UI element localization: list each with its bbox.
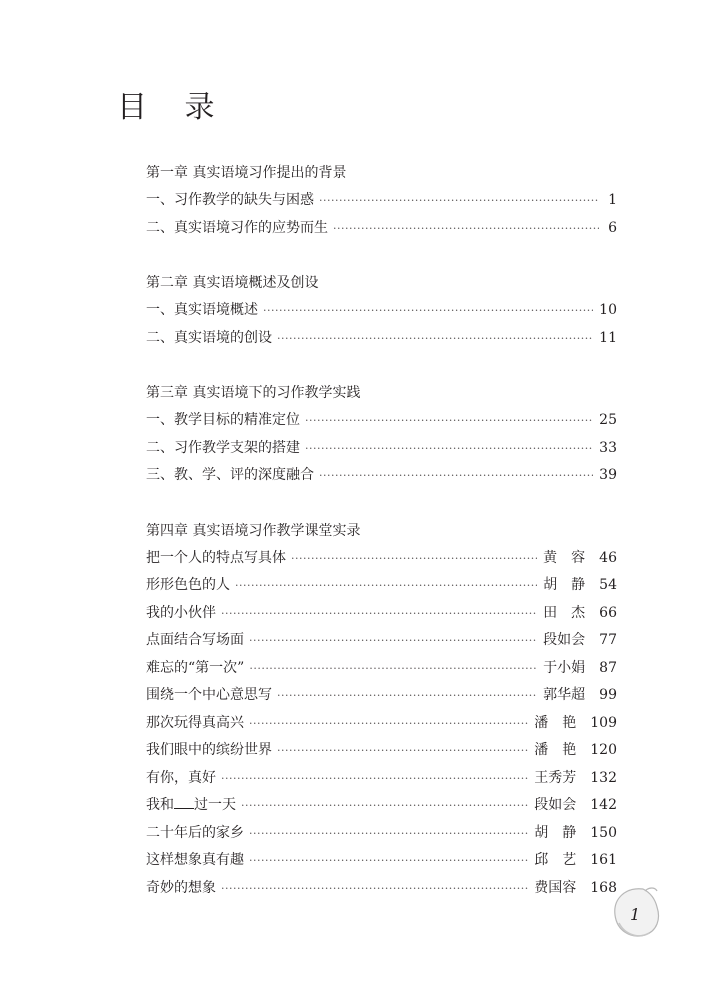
entry-page: 33 xyxy=(599,439,617,456)
entry-label: 一、真实语境概述 xyxy=(146,302,258,318)
dot-leader xyxy=(333,215,599,243)
entry-label-before: 我和 xyxy=(146,797,174,813)
entry-page: 46 xyxy=(599,549,617,566)
toc-entry[interactable] xyxy=(146,820,617,848)
toc-entry[interactable] xyxy=(146,847,617,875)
dot-leader xyxy=(277,682,537,710)
dot-leader xyxy=(263,297,593,325)
entry-page: 99 xyxy=(599,687,617,703)
dot-leader xyxy=(291,545,537,573)
entry-label: 有你，真好 xyxy=(146,769,216,786)
entry-author: 段如会 xyxy=(534,797,577,813)
toc-entry[interactable] xyxy=(146,627,617,655)
dot-leader xyxy=(241,792,528,820)
toc-entry[interactable] xyxy=(146,655,617,683)
entry-page: 66 xyxy=(599,604,617,621)
entry-author: 于小娟 xyxy=(543,659,586,676)
dot-leader xyxy=(249,655,537,683)
chapter-1-heading: 第一章 真实语境习作提出的背景 xyxy=(146,165,347,181)
entry-author: 郭华超 xyxy=(543,687,586,703)
entry-author: 潘 艳 xyxy=(534,714,577,731)
entry-author: 段如会 xyxy=(543,632,586,648)
entry-label-after: 过一天 xyxy=(194,797,236,813)
dot-leader xyxy=(277,325,593,353)
table-of-contents xyxy=(146,160,617,902)
toc-entry[interactable] xyxy=(146,875,617,903)
entry-author: 黄 容 xyxy=(543,549,586,566)
dot-leader xyxy=(319,187,599,215)
toc-entry[interactable] xyxy=(146,737,617,765)
dot-leader xyxy=(249,820,528,848)
dot-leader xyxy=(249,627,537,655)
toc-entry[interactable] xyxy=(146,600,617,628)
dot-leader xyxy=(277,737,528,765)
dot-leader xyxy=(249,847,528,875)
toc-entry[interactable] xyxy=(146,435,617,463)
page-number: 1 xyxy=(630,905,641,924)
entry-author: 王秀芳 xyxy=(534,769,577,786)
dot-leader xyxy=(305,407,593,435)
toc-entry[interactable] xyxy=(146,572,617,600)
entry-label: 我们眼中的缤纷世界 xyxy=(146,742,272,758)
toc-entry[interactable] xyxy=(146,545,617,573)
entry-label: 围绕一个中心意思写 xyxy=(146,687,272,703)
entry-author: 胡 静 xyxy=(534,824,577,841)
entry-label: 三、教、学、评的深度融合 xyxy=(146,467,314,483)
chapter-3-heading: 第三章 真实语境下的习作教学实践 xyxy=(146,385,361,401)
entry-page: 120 xyxy=(590,742,617,758)
entry-page: 25 xyxy=(599,412,617,428)
toc-entry[interactable] xyxy=(146,187,617,215)
toc-entry[interactable] xyxy=(146,765,617,793)
toc-entry[interactable] xyxy=(146,407,617,435)
entry-label: 那次玩得真高兴 xyxy=(146,714,244,731)
entry-page: 10 xyxy=(599,302,617,318)
toc-entry[interactable] xyxy=(146,462,617,490)
entry-label: 把一个人的特点写具体 xyxy=(146,549,286,566)
entry-page: 54 xyxy=(599,577,617,593)
entry-label: 奇妙的想象 xyxy=(146,879,216,896)
toc-entry[interactable] xyxy=(146,682,617,710)
dot-leader xyxy=(221,765,528,793)
chapter-4-heading: 第四章 真实语境习作教学课堂实录 xyxy=(146,522,361,539)
toc-entry[interactable] xyxy=(146,215,617,243)
entry-author: 胡 静 xyxy=(543,577,586,593)
entry-label: 二、真实语境的创设 xyxy=(146,329,272,346)
entry-label: 这样想象真有趣 xyxy=(146,852,244,868)
entry-label: 一、习作教学的缺失与困惑 xyxy=(146,192,314,208)
entry-page: 77 xyxy=(599,632,617,648)
entry-author: 邱 艺 xyxy=(534,852,577,868)
entry-label xyxy=(146,792,236,820)
entry-page: 168 xyxy=(590,879,617,896)
entry-label: 一、教学目标的精准定位 xyxy=(146,412,300,428)
entry-page: 1 xyxy=(608,192,617,208)
entry-page: 6 xyxy=(608,219,617,236)
fill-in-blank xyxy=(174,796,194,809)
toc-entry[interactable] xyxy=(146,710,617,738)
entry-label: 我的小伙伴 xyxy=(146,604,216,621)
toc-title: 目 录 xyxy=(117,90,229,125)
dot-leader xyxy=(221,875,528,903)
dot-leader xyxy=(319,462,593,490)
dot-leader xyxy=(249,710,528,738)
dot-leader xyxy=(221,600,537,628)
entry-label: 形形色色的人 xyxy=(146,577,230,593)
entry-label: 二十年后的家乡 xyxy=(146,824,244,841)
dot-leader xyxy=(305,435,593,463)
toc-entry[interactable] xyxy=(146,792,617,820)
entry-page: 161 xyxy=(590,852,617,868)
entry-page: 87 xyxy=(599,659,617,676)
entry-label: 点面结合写场面 xyxy=(146,632,244,648)
entry-author: 田 杰 xyxy=(543,604,586,621)
toc-entry[interactable] xyxy=(146,297,617,325)
entry-author: 潘 艳 xyxy=(534,742,577,758)
entry-page: 109 xyxy=(590,714,617,731)
chapter-2-heading: 第二章 真实语境概述及创设 xyxy=(146,275,319,291)
dot-leader xyxy=(235,572,537,600)
entry-label: 难忘的“第一次” xyxy=(146,659,245,676)
entry-page: 11 xyxy=(599,329,617,346)
entry-page: 150 xyxy=(590,824,617,841)
toc-entry[interactable] xyxy=(146,325,617,353)
entry-label: 二、真实语境习作的应势而生 xyxy=(146,219,328,236)
entry-author: 费国容 xyxy=(534,879,577,896)
entry-label: 二、习作教学支架的搭建 xyxy=(146,439,300,456)
entry-page: 142 xyxy=(590,797,617,813)
entry-page: 39 xyxy=(599,467,617,483)
entry-page: 132 xyxy=(590,769,617,786)
